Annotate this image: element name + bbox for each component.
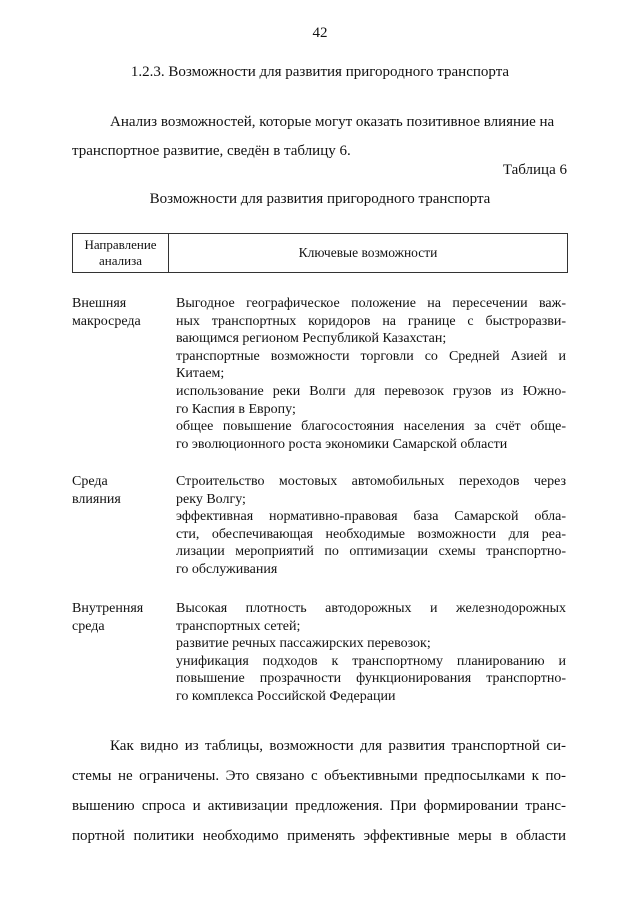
row-text-line: унификация подходов к транспортному планированию и <box>176 653 566 669</box>
row-opportunities <box>176 473 566 579</box>
outro-line: вышению спроса и активизации предложения. При формировании транс- <box>72 798 566 814</box>
outro-line: стемы не ограничены. Это связано с объективными предпосылками к по- <box>72 768 566 784</box>
outro-line: портной политики необходимо применять эффективные меры в области <box>72 828 566 844</box>
row-text-line: Высокая плотность автодорожных и железнодорожных <box>176 601 566 616</box>
row-text-line: лизации мероприятий по оптимизации схемы транспортно- <box>176 544 566 560</box>
header-direction <box>73 234 169 272</box>
row-text-line: Китаем; <box>176 366 225 382</box>
row-direction <box>72 473 176 579</box>
table-row <box>72 473 568 579</box>
row-direction-line: Среда <box>72 474 108 489</box>
row-direction-line: влияния <box>72 491 121 507</box>
row-direction-line: Внутренняя <box>72 601 144 616</box>
outro-line: Как видно из таблицы, возможности для развития транспортной си- <box>110 738 566 754</box>
row-text-line: развитие речных пассажирских перевозок; <box>176 636 431 652</box>
row-direction <box>72 600 176 706</box>
row-direction-line: макросреда <box>72 313 141 329</box>
table-label: Таблица 6 <box>502 162 567 178</box>
row-text-line: вающимся регионом Республикой Казахстан; <box>176 331 447 347</box>
table-row <box>72 600 568 706</box>
section-heading: 1.2.3. Возможности для развития пригородного транспорта <box>130 64 510 80</box>
table-header <box>72 233 568 273</box>
row-text-line: использование реки Волги для перевозок грузов из Южно- <box>176 383 566 399</box>
row-text-line: повышение прозрачности функционирования транспортно- <box>176 671 566 687</box>
row-text-line: реку Волгу; <box>176 491 246 507</box>
row-opportunities <box>176 295 566 453</box>
row-text-line: Выгодное географическое положение на пересечении важ- <box>176 296 566 311</box>
row-text-line: го эволюционного роста экономики Самарской области <box>176 436 508 452</box>
row-direction <box>72 295 176 453</box>
header-direction-line: анализа <box>99 253 142 268</box>
intro-line: Анализ возможностей, которые могут оказать позитивное влияние на <box>110 114 555 130</box>
table-row <box>72 295 568 453</box>
row-text-line: сти, обеспечивающая необходимые возможности для реа- <box>176 526 566 542</box>
outro-paragraph <box>72 731 566 851</box>
row-text-line: эффективная нормативно-правовая база Самарской обла- <box>176 509 566 525</box>
row-text-line: транспортных сетей; <box>176 618 301 634</box>
table-title: Возможности для развития пригородного транспорта <box>149 191 491 207</box>
row-direction-line: среда <box>72 618 105 634</box>
intro-paragraph <box>72 108 566 166</box>
page-number: 42 <box>312 25 328 41</box>
row-opportunities <box>176 600 566 706</box>
row-text-line: ных транспортных коридоров на границе с быстроразви- <box>176 313 566 329</box>
intro-line: транспортное развитие, сведён в таблицу 6. <box>72 143 351 159</box>
row-text-line: общее повышение благосостояния населения за счёт обще- <box>176 419 566 435</box>
header-opportunities: Ключевые возможности <box>298 245 438 260</box>
header-direction-line: Направление <box>84 237 157 252</box>
row-text-line: Строительство мостовых автомобильных переходов через <box>176 474 566 489</box>
row-text-line: го обслуживания <box>176 561 278 577</box>
row-text-line: го Каспия в Европу; <box>176 401 296 417</box>
row-direction-line: Внешняя <box>72 296 127 311</box>
row-text-line: го комплекса Российской Федерации <box>176 688 396 704</box>
row-text-line: транспортные возможности торговли со Средней Азией и <box>176 348 566 364</box>
